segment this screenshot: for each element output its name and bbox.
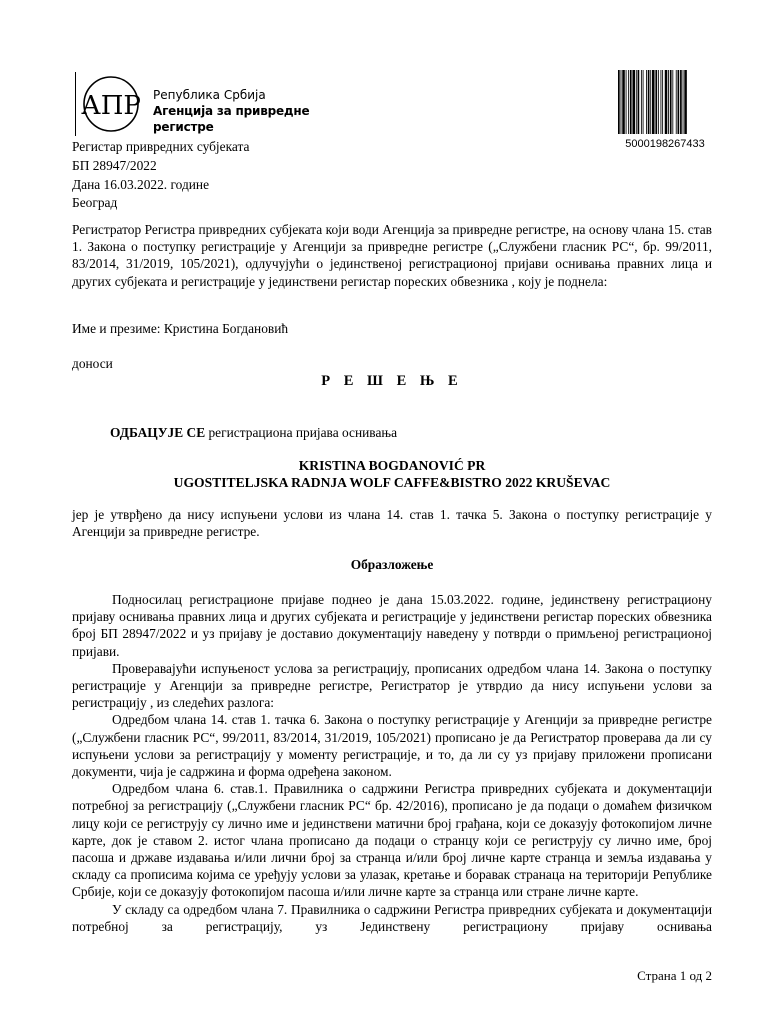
meta-register: Регистар привредних субјеката [72,139,250,154]
barcode-icon [617,70,713,134]
decision-line [110,424,710,441]
barcode-number: 5000198267433 [625,138,705,150]
apr-seal-icon [81,74,141,134]
logo-line2: Агенција за привредне регистре [153,104,310,134]
explanation-paragraph-2: Проверавајући испуњеност услова за регистрацију, прописаних одредбом члана 14. Закона о поступку регистрације у Агенцији за привредне регистре, Регистратор је утврдио да нису испуњени услови за регистрацију , из следећих разлога: [72,660,712,711]
explanation-body [72,591,712,935]
decision-title: Р Е Ш Е Њ Е [321,373,463,389]
reason-paragraph: јер је утврђено да нису испуњени услови из члана 14. став 1. тачка 5. Закона о поступку регистрације у Агенцији за привредне регистре. [72,507,712,540]
meta-case-number: БП 28947/2022 [72,157,157,173]
explanation-paragraph-4: Одредбом члана 6. став.1. Правилника о садржини Регистра привредних субјеката и документацији потребној за регистрацију („Службени гласник РС“ бр. 42/2016), прописано је да подаци о домаћем физичком лицу који се региструју су лично име и јединствени матични број грађана, који се доказују фотокопијом личне карте, док је ставом 2. истог члана прописано да подаци о странцу који се региструју су лично име, број пасоша и државе издавања и/или лични број за странца и/или број личне карте странца и земља издавања у складу са прописима којима се уређују услови за улазак, кретање и боравак странаца на територији Републике Србије, који се доказују фотокопијом пасоша и/или личне карте за странца или стране личне карте. [72,781,712,900]
explanation-title: Образложење [350,557,434,572]
document-meta [72,138,249,213]
explanation-paragraph-1: Подносилац регистрационе пријаве поднео је дана 15.03.2022. године, јединствену регистрациону пријаву оснивања правних лица и других субјеката и регистрације у јединствени регистар пореских обвезника број БП 28947/2022 и уз пријаву је доставио документацију наведену у потврди о примљеној регистрационој пријави. [72,592,712,659]
logo-text [153,87,345,135]
donosi-line: доноси [72,356,113,371]
company-line2: UGOSTITELJSKA RADNJA WOLF CAFFE&BISTRO 2022 KRUŠEVAC [173,475,611,490]
intro-paragraph: Регистратор Регистра привредних субјеката који води Агенција за привредне регистре, на основу члана 15. став 1. Закона о поступку регистрације у Агенцији за привредне регистре („Службени гласник РС“, бр. 99/2011, 83/2014, 31/2019, 105/2021), одлучујући о јединственој регистрационој пријави оснивања правних лица и других субјеката и регистрације у јединствени регистар пореских обвезника , коју је поднела: [72,222,712,289]
explanation-paragraph-5: У складу са одредбом члана 7. Правилника о садржини Регистра привредних субјеката и документацији потребној за регистрацију, уз Јединствену регистрациону пријаву оснивања [72,901,712,934]
explanation-paragraph-3: Одредбом члана 14. став 1. тачка 6. Закона о поступку регистрације у Агенцији за привредне регистре („Службени гласник РС“, 99/2011, 83/2014, 31/2019, 105/2021) прописано је да Регистратор проверава да ли су испуњени услови за регистрацију у моменту регистрације, и то, да ли су уз пријаву приложени прописани документи, чија је садржина и форма одређена законом. [72,712,712,780]
agency-logo [75,70,345,140]
meta-date: Дана 16.03.2022. године [72,176,210,192]
page-number: Страна 1 од 2 [637,968,712,983]
svg-text:АПР: АПР [81,91,141,121]
applicant-line: Име и презиме: Кристина Богдановић [72,321,289,336]
logo-divider [75,72,76,136]
company-line1: KRISTINA BOGDANOVIĆ PR [298,458,486,473]
meta-city: Београд [72,195,118,211]
decision-rest: регистрациона пријава оснивања [205,425,398,440]
logo-line1: Република Србија [153,88,266,102]
company-name [72,457,712,491]
decision-verb: ОДБАЦУЈЕ СЕ [110,425,206,440]
